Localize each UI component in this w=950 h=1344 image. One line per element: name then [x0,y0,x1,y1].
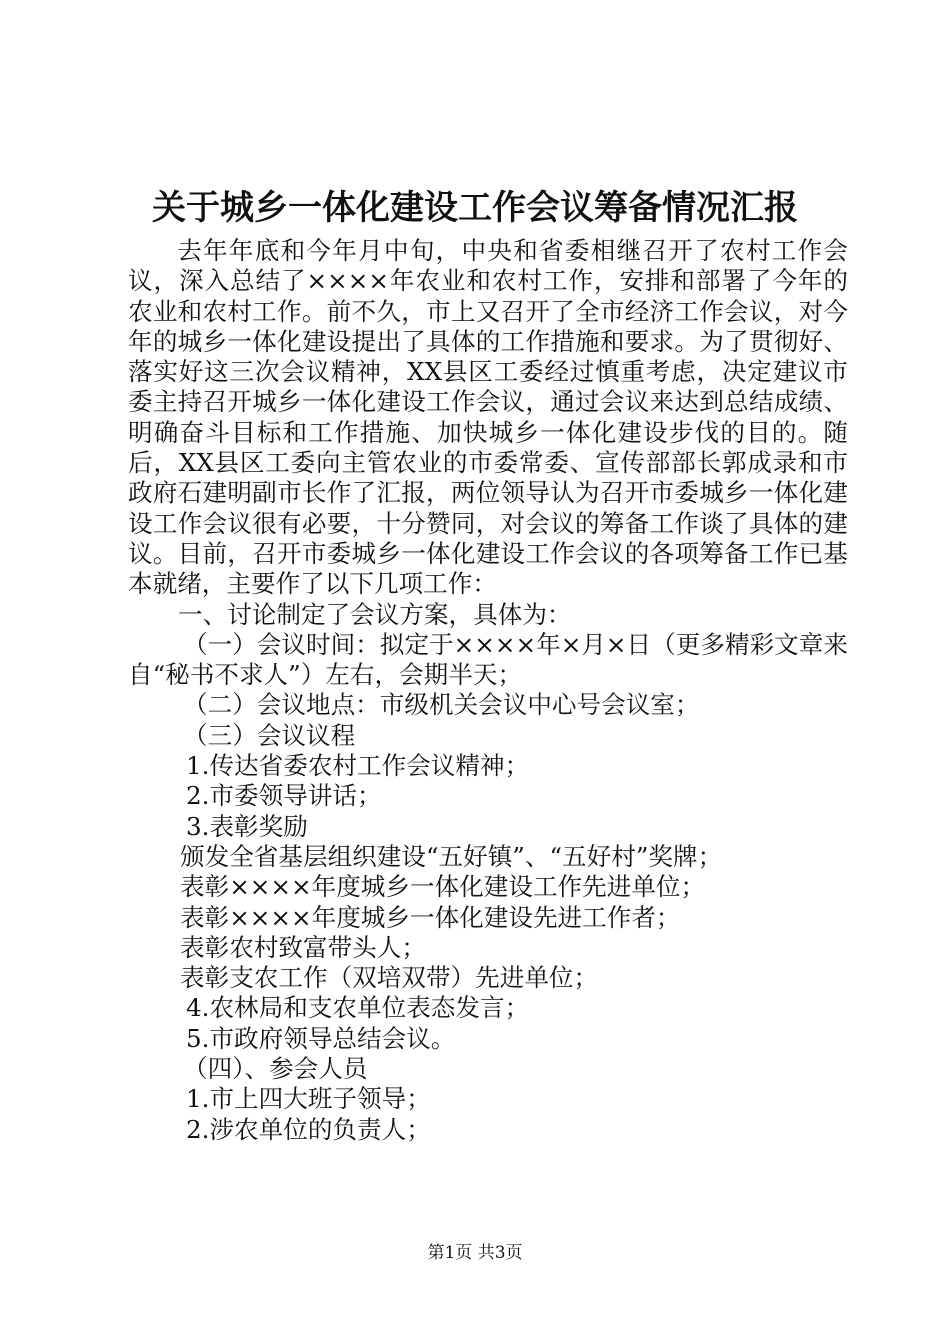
agenda-item: 2.市委领导讲话； [186,781,382,811]
agenda-item: 3.表彰奖励 [186,811,308,841]
meeting-place-item: （二）会议地点：市级机关会议中心号会议室； [183,690,700,720]
attendee-item: 2.涉农单位的负责人； [186,1114,431,1144]
award-item: 颁发全省基层组织建设“五好镇”、“五好村”奖牌； [180,841,723,871]
page-footer: 第1页 共3页 [427,1243,523,1263]
attendee-item: 1.市上四大班子领导； [186,1084,431,1114]
agenda-item: 4.农林局和支农单位表态发言； [186,993,530,1023]
award-item: 表彰××××年度城乡一体化建设先进工作者； [180,902,681,932]
document-title: 关于城乡一体化建设工作会议筹备情况汇报 [152,188,798,228]
award-item: 表彰农村致富带头人； [180,932,426,962]
meeting-time-item: （一）会议时间：拟定于××××年×月×日（更多精彩文章来自“秘书不求人”）左右，会期半天； [128,629,848,690]
section-heading-1: 一、讨论制定了会议方案，具体为： [178,599,572,629]
agenda-item: 1.传达省委农村工作会议精神； [186,751,530,781]
meeting-agenda-heading: （三）会议议程 [183,720,356,750]
award-item: 表彰支农工作（双培双带）先进单位； [180,963,599,993]
document-body [128,236,848,1145]
award-item: 表彰××××年度城乡一体化建设工作先进单位； [180,872,706,902]
intro-paragraph: 去年年底和今年月中旬，中央和省委相继召开了农村工作会议，深入总结了××××年农业和农村工作，安排和部署了今年的农业和农村工作。前不久，市上又召开了全市经济工作会议，对今年的城乡一体化建设提出了具体的工作措施和要求。为了贯彻好、落实好这三次会议精神，XX县区工委经过慎重考虑，决定建议市委主持召开城乡一体化建设工作会议，通过会议来达到总结成绩、明确奋斗目标和工作措施、加快城乡一体化建设步伐的目的。随后，XX县区工委向主管农业的市委常委、宣传部部长郭成录和市政府石建明副市长作了汇报，两位领导认为召开市委城乡一体化建设工作会议很有必要，十分赞同，对会议的筹备工作谈了具体的建议。目前，召开市委城乡一体化建设工作会议的各项筹备工作已基本就绪，主要作了以下几项工作： [128,236,848,599]
attendees-heading: （四）、参会人员 [183,1054,368,1084]
agenda-item: 5.市政府领导总结会议。 [186,1023,456,1053]
